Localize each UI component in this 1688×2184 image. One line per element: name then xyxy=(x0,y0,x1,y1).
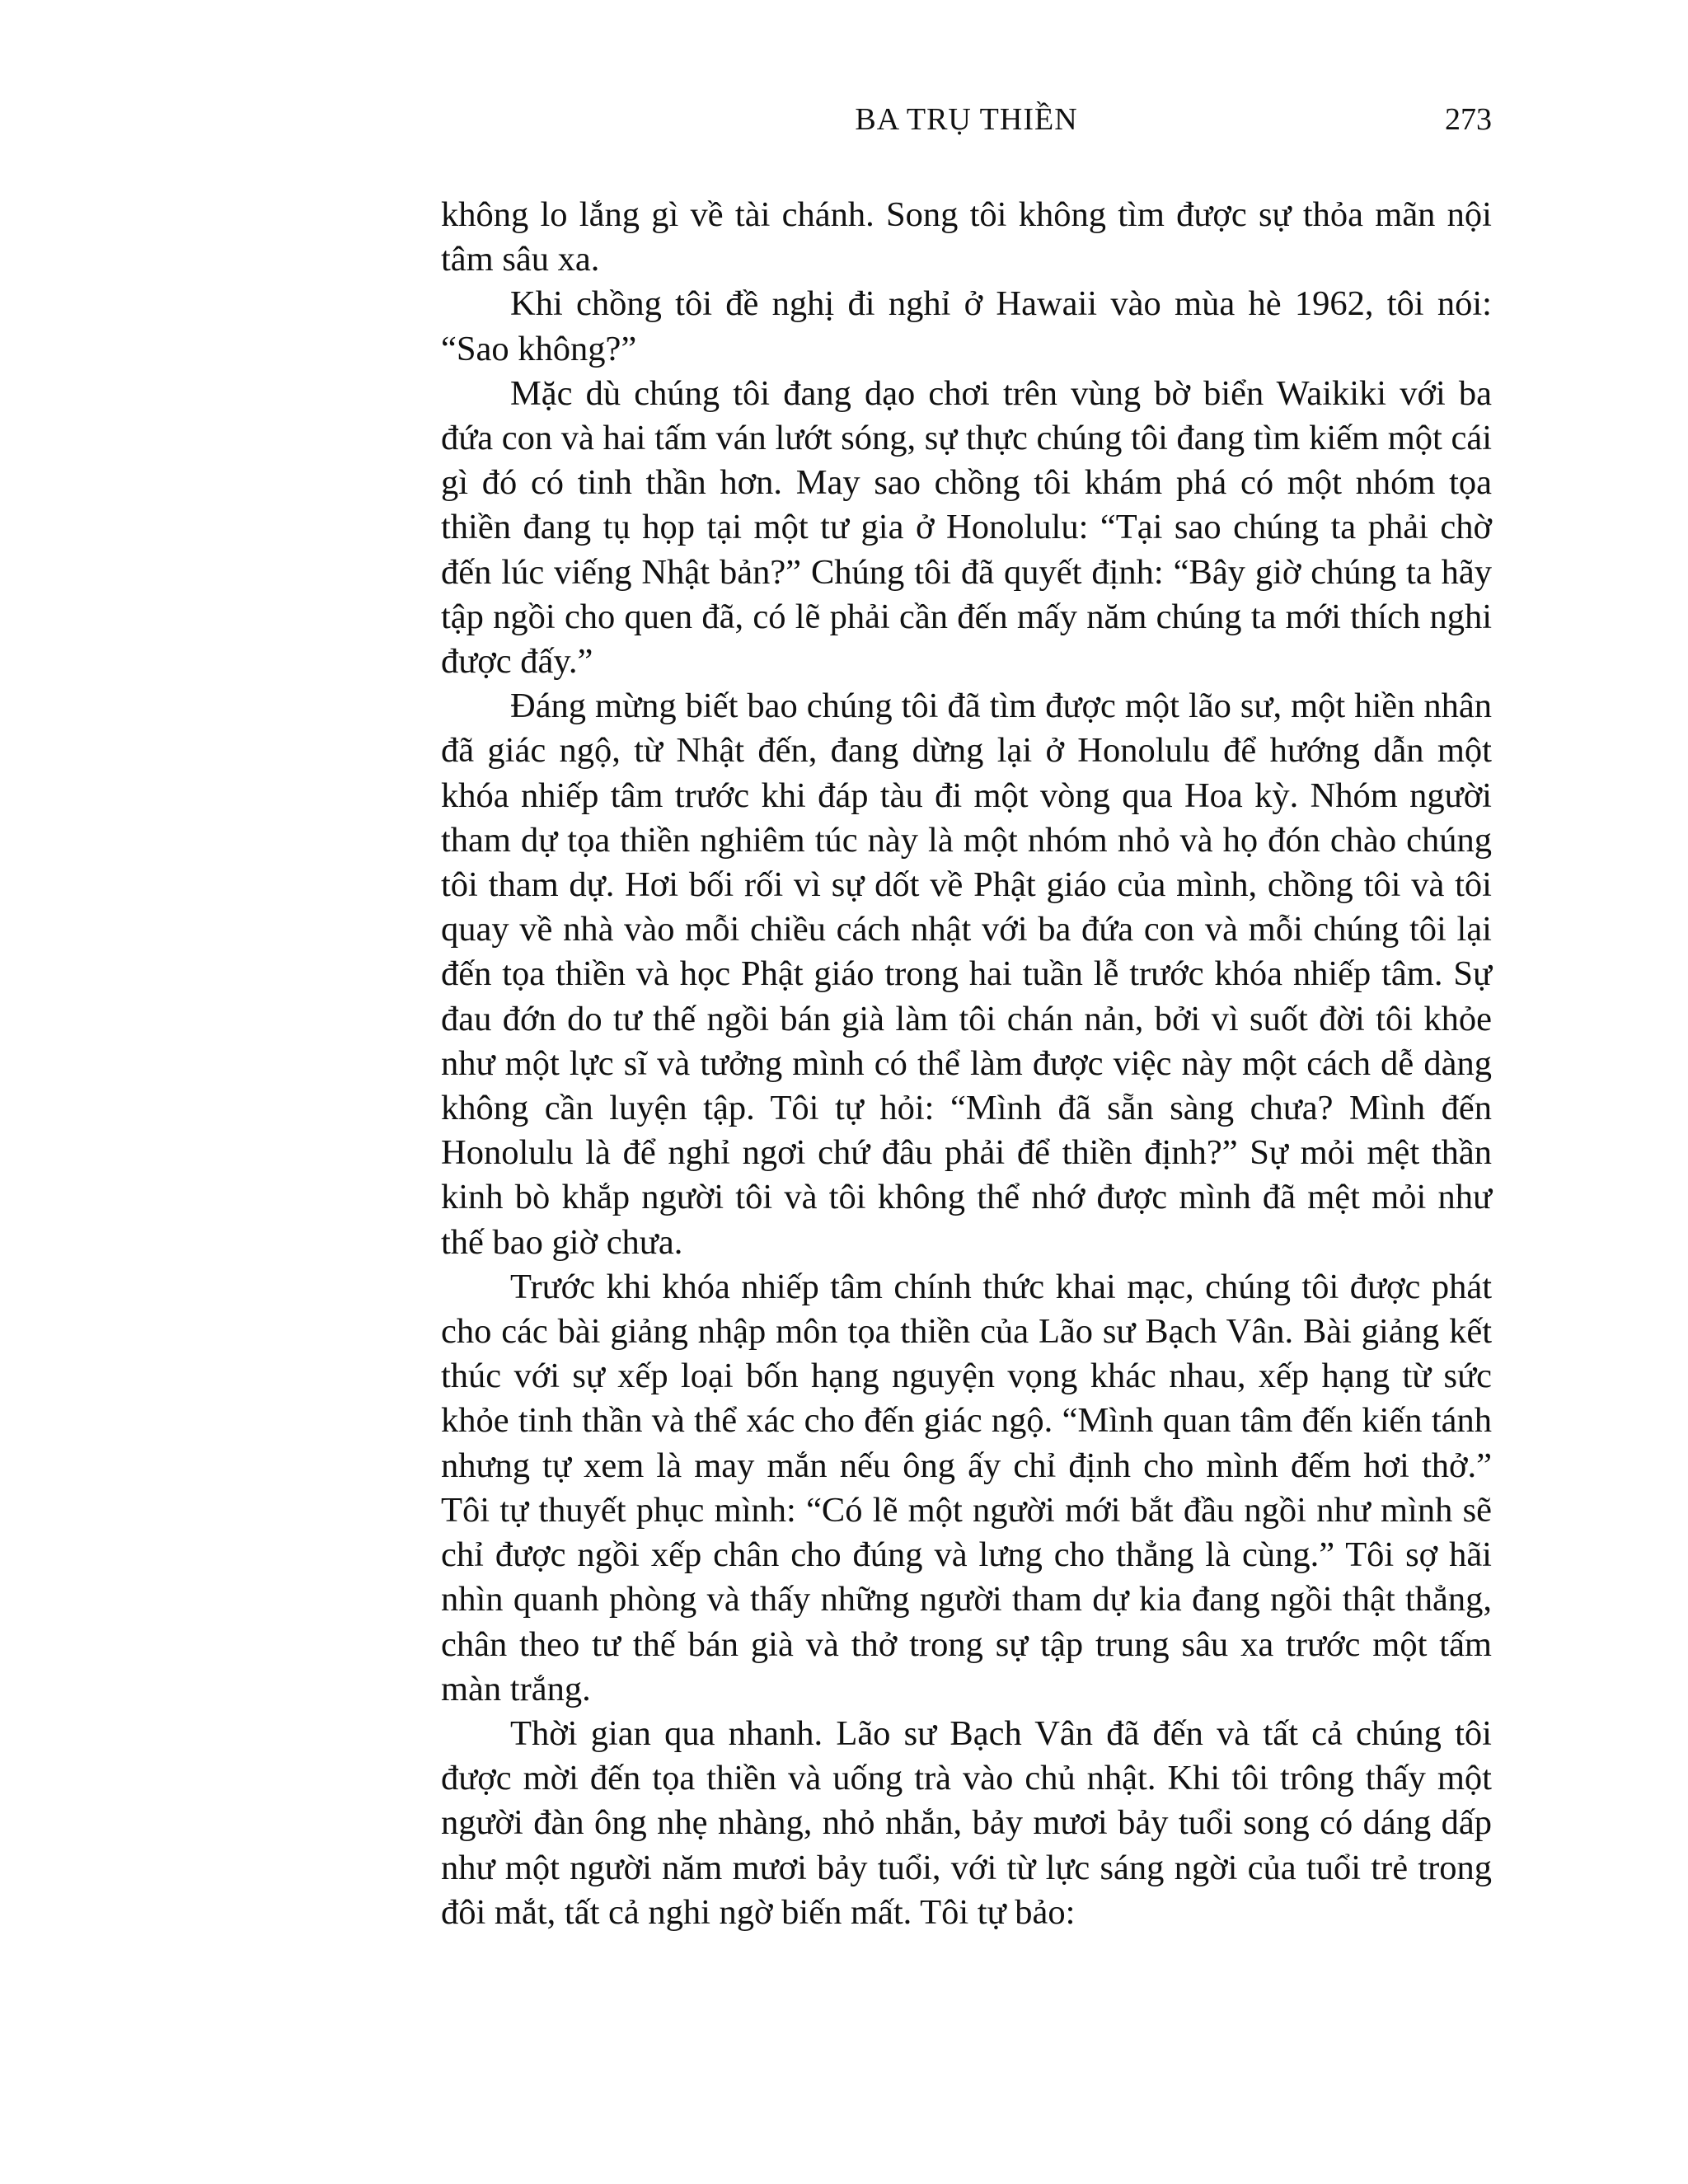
running-title: BA TRỤ THIỀN xyxy=(855,102,1078,137)
running-header xyxy=(441,99,1492,140)
paragraph-5: Trước khi khóa nhiếp tâm chính thức khai mạc, chúng tôi được phát cho các bài giảng nhập môn tọa thiền của Lão sư Bạch Vân. Bài giảng kết thúc với sự xếp loại bốn hạng nguyện vọng khác nhau, xếp hạng từ sức khỏe tinh thần và thể xác cho đến giác ngộ. “Mình quan tâm đến kiến tánh nhưng tự xem là may mắn nếu ông ấy chỉ định cho mình đếm hơi thở.” Tôi tự thuyết phục mình: “Có lẽ một người mới bắt đầu ngồi như mình sẽ chỉ được ngồi xếp chân cho đúng và lưng cho thẳng là cùng.” Tôi sợ hãi nhìn quanh phòng và thấy những người tham dự kia đang ngồi thật thẳng, chân theo tư thế bán già và thở trong sự tập trung sâu xa trước một tấm màn trắng. xyxy=(441,1267,1492,1708)
paragraph-2: Khi chồng tôi đề nghị đi nghỉ ở Hawaii vào mùa hè 1962, tôi nói: “Sao không?” xyxy=(441,284,1492,368)
paragraph-3: Mặc dù chúng tôi đang dạo chơi trên vùng bờ biển Waikiki với ba đứa con và hai tấm ván lướt sóng, sự thực chúng tôi đang tìm kiếm một cái gì đó có tinh thần hơn. May sao chồng tôi khám phá có một nhóm tọa thiền đang tụ họp tại một tư gia ở Honolulu: “Tại sao chúng ta phải chờ đến lúc viếng Nhật bản?” Chúng tôi đã quyết định: “Bây giờ chúng ta hãy tập ngồi cho quen đã, có lẽ phải cần đến mấy năm chúng ta mới thích nghi được đấy.” xyxy=(441,373,1492,682)
paragraph-1: không lo lắng gì về tài chánh. Song tôi không tìm được sự thỏa mãn nội tâm sâu xa. xyxy=(441,195,1492,279)
paragraph-4: Đáng mừng biết bao chúng tôi đã tìm được một lão sư, một hiền nhân đã giác ngộ, từ Nhật đến, đang dừng lại ở Honolulu để hướng dẫn một khóa nhiếp tâm trước khi đáp tàu đi một vòng qua Hoa kỳ. Nhóm người tham dự tọa thiền nghiêm túc này là một nhóm nhỏ và họ đón chào chúng tôi tham dự. Hơi bối rối vì sự dốt về Phật giáo của mình, chồng tôi và tôi quay về nhà vào mỗi chiều cách nhật với ba đứa con và mỗi chúng tôi lại đến tọa thiền và học Phật giáo trong hai tuần lễ trước khóa nhiếp tâm. Sự đau đớn do tư thế ngồi bán già làm tôi chán nản, bởi vì suốt đời tôi khỏe như một lực sĩ và tưởng mình có thể làm được việc này một cách dễ dàng không cần luyện tập. Tôi tự hỏi: “Mình đã sẵn sàng chưa? Mình đến Honolulu là để nghỉ ngơi chứ đâu phải để thiền định?” Sự mỏi mệt thần kinh bò khắp người tôi và tôi không thể nhớ được mình đã mệt mỏi như thế bao giờ chưa. xyxy=(441,687,1492,1262)
page-number: 273 xyxy=(1445,102,1492,137)
paragraph-6: Thời gian qua nhanh. Lão sư Bạch Vân đã đến và tất cả chúng tôi được mời đến tọa thiền và uống trà vào chủ nhật. Khi tôi trông thấy một người đàn ông nhẹ nhàng, nhỏ nhắn, bảy mươi bảy tuổi song có dáng dấp như một người năm mươi bảy tuổi, với từ lực sáng ngời của tuổi trẻ trong đôi mắt, tất cả nghi ngờ biến mất. Tôi tự bảo: xyxy=(441,1713,1492,1932)
body-text xyxy=(441,193,1492,1935)
